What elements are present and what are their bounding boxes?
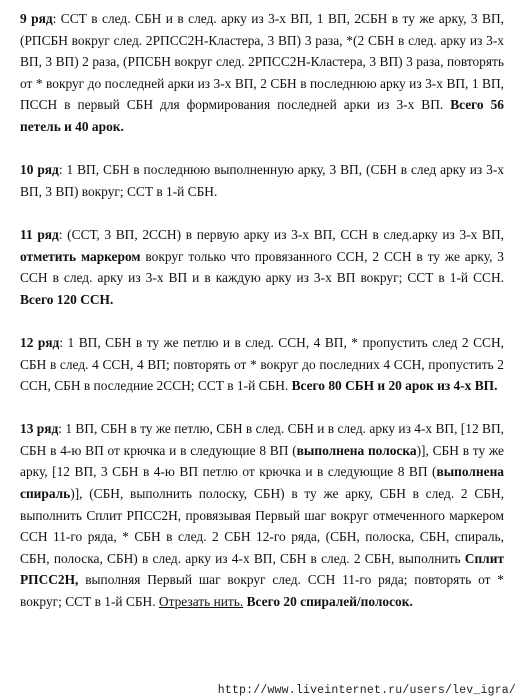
row-9-paragraph: [20, 8, 504, 138]
row-12-segment: 12 ряд: [20, 334, 60, 350]
source-watermark: http://www.liveinternet.ru/users/lev_igra/: [217, 684, 516, 697]
row-11-segment: Всего 120 ССН.: [20, 291, 114, 307]
row-12-paragraph: [20, 332, 504, 397]
row-13-segment: : 1 ВП, СБН в ту же петлю, СБН в след. СБН и в след. арку из 4-х ВП, [12 ВП, СБН в 4-ю ВП от крючка и в следующие 8 ВП (: [20, 421, 504, 458]
row-13-segment: 13 ряд: [20, 421, 59, 437]
row-10-paragraph: [20, 159, 504, 202]
row-13-segment: выполнена полоска: [296, 442, 417, 458]
row-10-segment: : 1 ВП, СБН в последнюю выполненную арку, 3 ВП, (СБН в след арку из 3-х ВП, 3 ВП) вокруг; ССТ в 1-й СБН.: [20, 162, 504, 199]
row-13-segment: Сплит РПСС2Н,: [20, 550, 504, 588]
row-13-segment: )], СБН в ту же арку, [12 ВП, 3 СБН в 4-ю ВП петлю от крючка и в следующие 8 ВП (: [20, 442, 504, 480]
row-9-segment: 9 ряд: [20, 11, 53, 26]
row-11-segment: : (ССТ, 3 ВП, 2ССН) в первую арку из 3-х ВП, ССН в след.арку из 3-х ВП,: [58, 226, 504, 242]
row-12-segment: : 1 ВП, СБН в ту же петлю и в след. ССН, 4 ВП, * пропустить след 2 ССН, СБН в след. 4 ССН, 4 ВП; повторять от * вокруг до последних 4 ССН, пропустить 2 ССН, СБН в последние 2ССН; ССТ в 1-й СБН.: [20, 334, 504, 394]
row-11-segment: вокруг только что провязанного ССН, 2 ССН в ту же арку, 3 ССН в след. арку из 3-х ВП и в каждую арку из 3-х ВП вокруг; ССТ в 1-й ССН.: [20, 248, 505, 286]
row-13-segment: Отрезать нить.: [158, 594, 244, 610]
row-11-segment: 11 ряд: [20, 226, 59, 242]
row-9-segment: : ССТ в след. СБН и в след. арку из 3-х ВП, 1 ВП, 2СБН в ту же арку, 3 ВП, (РПСБН вокруг след. 2РПСС2Н-Кластера, 3 ВП) 3 раза, *(2 СБН в след. арку из 3-х ВП, 3 ВП) 2 раза, (РПСБН вокруг след. 2РПСС2Н-Кластера, 3 ВП) 3 раза, повторять от * вокруг до последней арки из 3-х ВП, 2 СБН в последнюю арку из 3-х ВП, 1 ВП, ПССН в первый СБН для формирования последней арки из 3-х ВП.: [20, 11, 504, 113]
row-11-paragraph: [20, 224, 504, 310]
row-11-segment: отметить маркером: [20, 248, 141, 264]
row-10-segment: 10 ряд: [20, 162, 59, 178]
row-13-segment: выполняя Первый шаг вокруг след. ССН 11-го ряда; повторять от * вокруг; ССТ в 1-й СБН.: [20, 572, 504, 610]
row-9-segment: Всего 56 петель и 40 арок.: [20, 97, 504, 134]
row-13-segment: Всего 20 спиралей/полосок.: [246, 594, 413, 610]
row-13-segment: выполнена спираль: [20, 464, 504, 502]
pattern-text: [20, 8, 504, 613]
row-13-paragraph: [20, 418, 504, 612]
row-13-segment: )], (СБН, выполнить полоску, СБН) в ту же арку, СБН в след. 2 СБН, выполнить Сплит РПСС2Н, провязывая Первый шаг вокруг отмеченного маркером ССН 11-го ряда, * СБН в след. 2 СБН 12-го ряда, (СБН, полоска, СБН, спираль, СБН, полоска, СБН) в след. арку из 4-х ВП, СБН в след. 2 СБН, выполнить: [20, 486, 504, 566]
row-12-segment: Всего 80 СБН и 20 арок из 4-х ВП.: [291, 378, 498, 394]
